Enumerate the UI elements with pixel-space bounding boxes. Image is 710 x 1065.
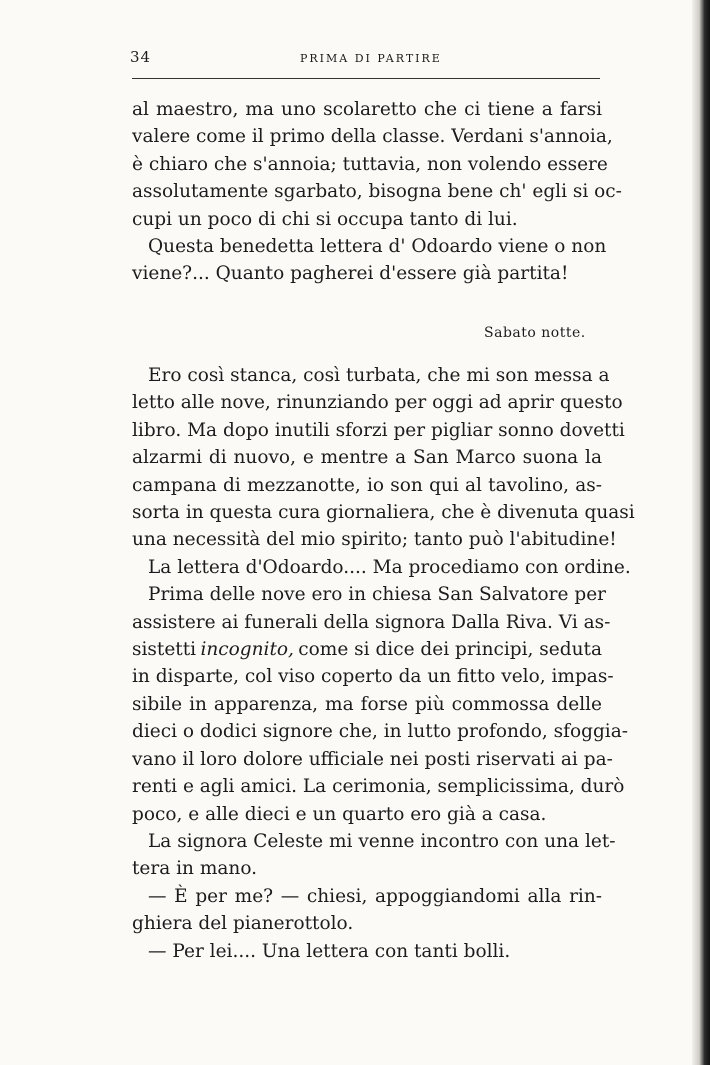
text-line: tera in mano.: [132, 858, 258, 880]
text-line: Questa benedetta lettera d' Odoardo viene o non: [148, 236, 607, 258]
text-line: sorta in questa cura giornaliera, che è divenuta quasi: [132, 502, 635, 524]
text-line: dieci o dodici signore che, in lutto profondo, sfoggia-: [132, 721, 629, 743]
text-line: Ero così stanca, così turbata, che mi son messa a: [148, 365, 610, 386]
text-fragment: come si dice dei principi, seduta: [298, 639, 602, 661]
running-head: PRIMA DI PARTIRE: [300, 52, 442, 65]
text-line: poco, e alle dieci e un quarto ero già a casa.: [132, 803, 547, 825]
text-line: renti e agli amici. La cerimonia, semplicissima, durò: [132, 776, 625, 798]
text-line: libro. Ma dopo inutili sforzi per pigliar sonno dovetti: [132, 419, 625, 441]
text-line: La lettera d'Odoardo.... Ma procediamo con ordine.: [148, 556, 631, 578]
text-line-mixed: [132, 636, 602, 663]
passage-1: [132, 96, 622, 288]
text-line: cupi un poco di chi si occupa tanto di lui.: [132, 208, 518, 230]
dateline: Sabato notte.: [484, 325, 586, 341]
text-line: — È per me? — chiesi, appoggiandomi alla rin-: [148, 885, 602, 907]
page-number: 34: [130, 48, 152, 66]
text-line: al maestro, ma uno scolaretto che ci tiene a farsi: [132, 99, 602, 120]
text-line: ghiera del pianerottolo.: [132, 913, 354, 935]
italic-word: incognito,: [200, 639, 294, 661]
text-line: Prima delle nove ero in chiesa San Salvatore per: [148, 584, 606, 606]
text-line: alzarmi di nuovo, e mentre a San Marco suona la: [132, 447, 602, 469]
header-rule: [132, 78, 600, 79]
text-line: assistere ai funerali della signora Dalla Riva. Vi as-: [132, 611, 611, 633]
text-line: campana di mezzanotte, io son qui al tavolino, as-: [132, 474, 602, 496]
text-line: La signora Celeste mi venne incontro con una let-: [148, 830, 616, 852]
text-line: letto alle nove, rinunziando per oggi ad aprir questo: [132, 392, 623, 414]
text-line: viene?... Quanto pagherei d'essere già partita!: [132, 263, 569, 285]
text-line: in disparte, col viso coperto da un fitto velo, impas-: [132, 666, 614, 688]
text-line: sibile in apparenza, ma forse più commossa delle: [132, 693, 602, 715]
book-spine-edge: [692, 0, 710, 1065]
text-line: è chiaro che s'annoia; tuttavia, non volendo essere: [132, 153, 608, 175]
text-line: assolutamente sgarbato, bisogna bene ch' egli si oc-: [132, 181, 622, 203]
text-fragment: sistetti: [132, 639, 197, 661]
text-line: valere come il primo della classe. Verdani s'annoia,: [132, 126, 613, 148]
text-line: vano il loro dolore ufficiale nei posti riservati ai pa-: [132, 748, 613, 770]
text-line: una necessità del mio spirito; tanto può l'abitudine!: [132, 529, 617, 551]
text-line: — Per lei.... Una lettera con tanti bolli.: [148, 940, 511, 962]
passage-2: [132, 362, 635, 965]
